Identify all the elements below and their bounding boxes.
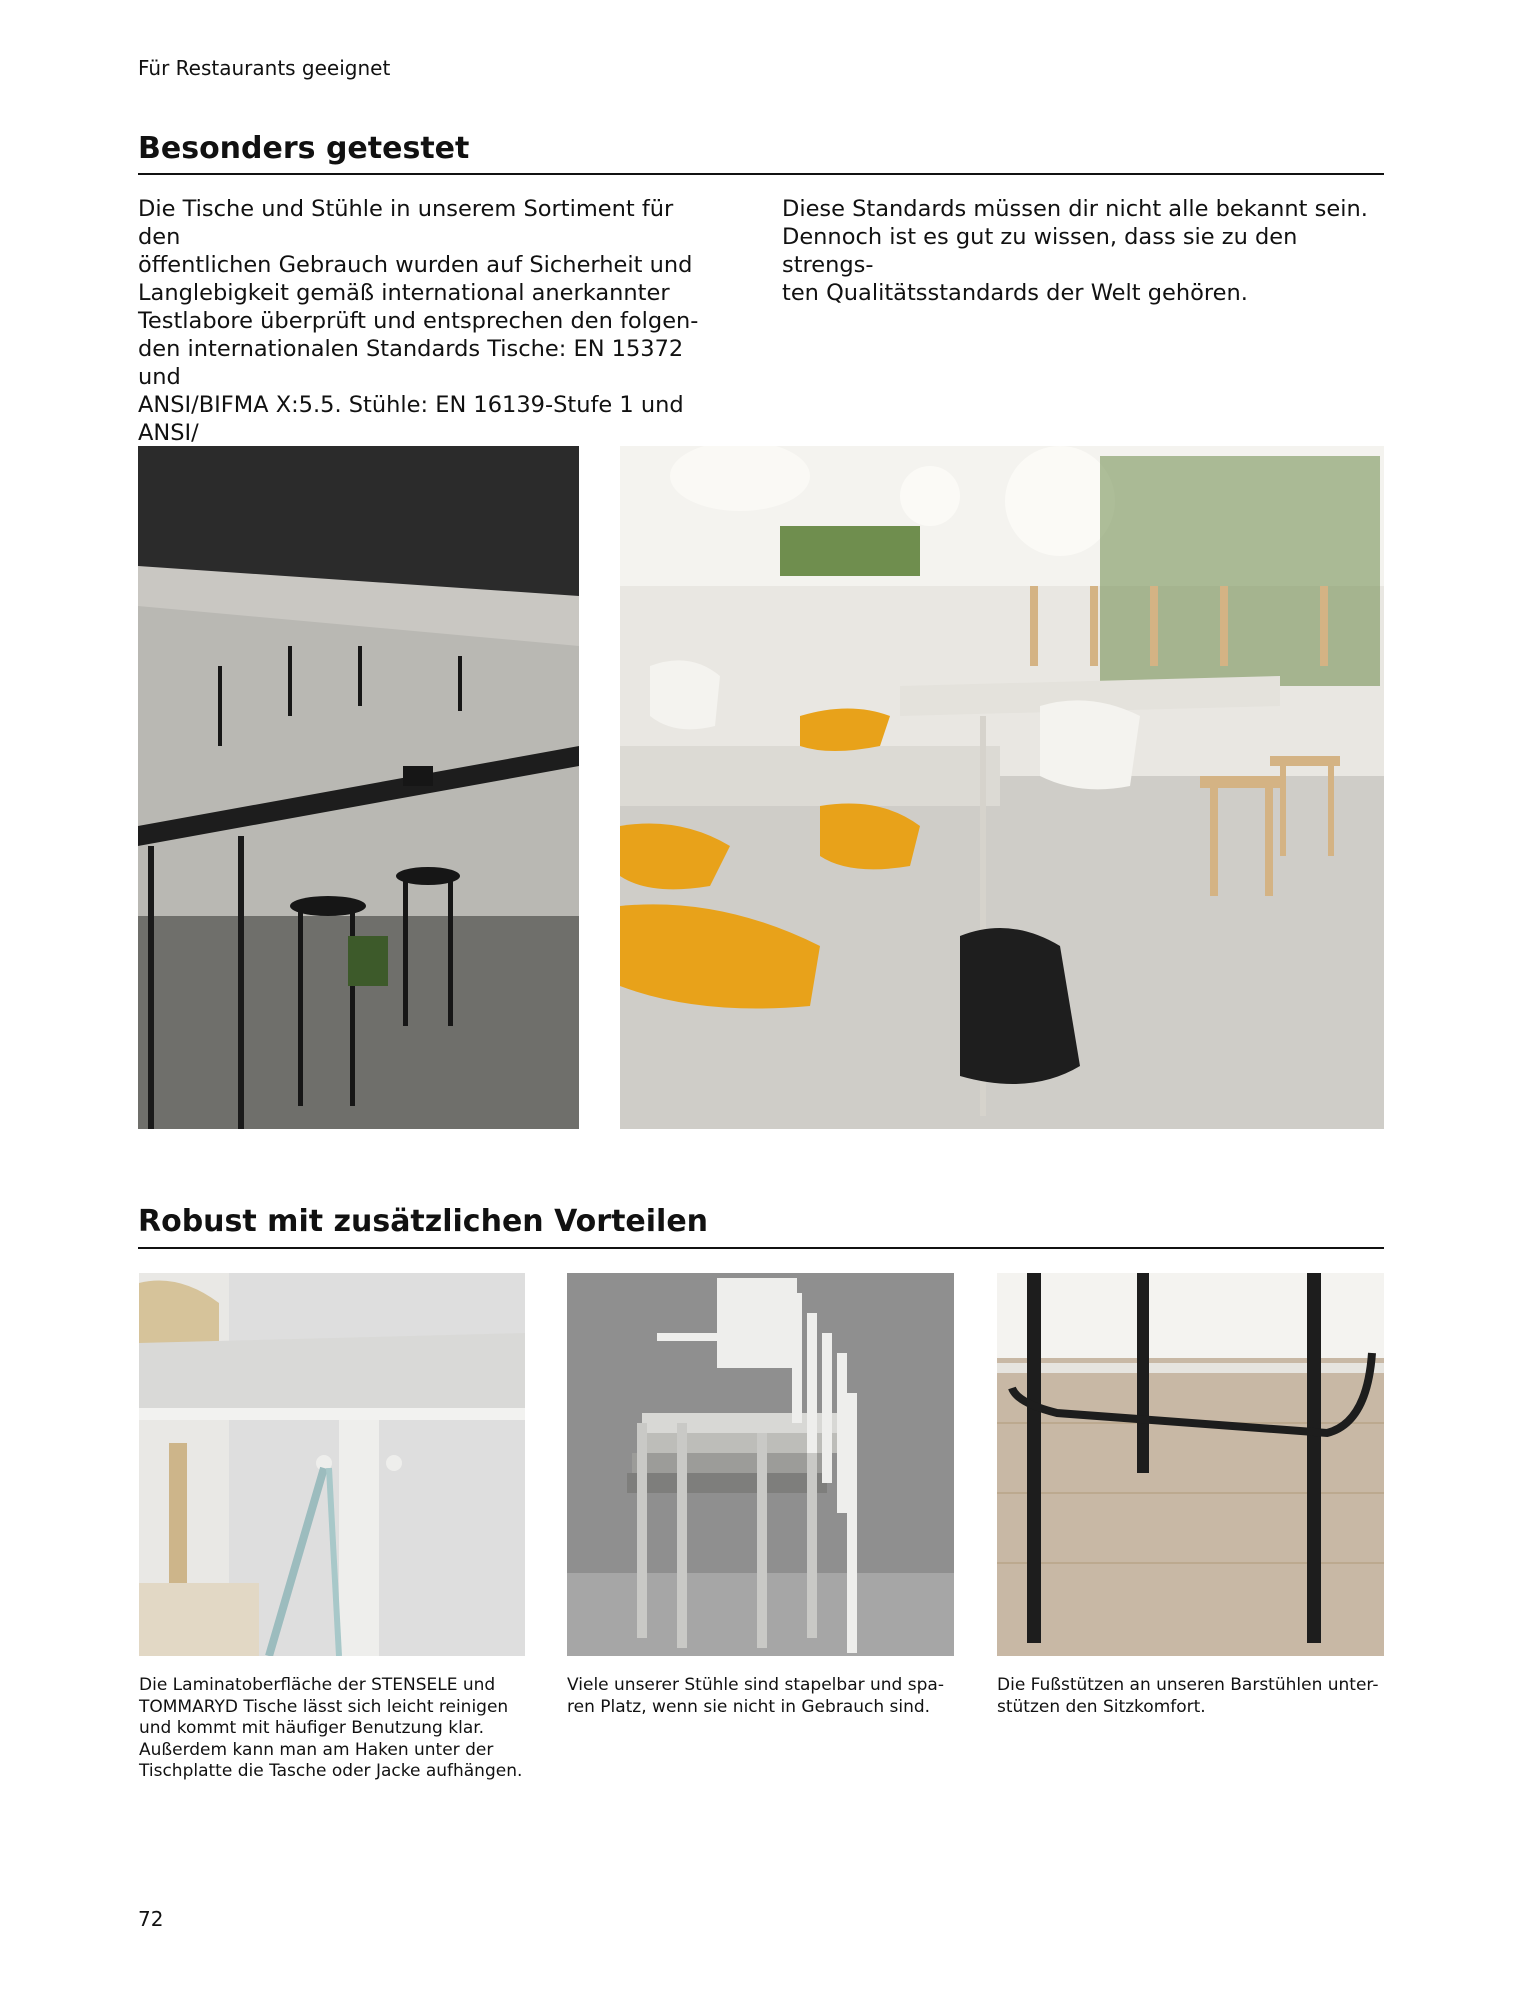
photo-bar-stool-footrest: [997, 1273, 1384, 1656]
section-rule: [138, 173, 1384, 175]
photo-table-hook: [139, 1273, 525, 1656]
body-paragraph-2: Diese Standards müssen dir nicht alle bekannt sein. Dennoch ist es gut zu wissen, dass sie zu den strengs- ten Qualitätsstandards der Welt gehören.: [782, 196, 1368, 306]
caption-stacked-chairs: Viele unserer Stühle sind stapelbar und spa- ren Platz, wenn sie nicht in Gebrauch sind.: [567, 1675, 944, 1717]
photo-restaurant-interior: [620, 446, 1384, 1129]
page-number: 72: [138, 1907, 164, 1931]
section-title-tested: Besonders getestet: [138, 131, 470, 166]
section-title-robust: Robust mit zusätzlichen Vorteilen: [138, 1204, 709, 1239]
caption-bar-stool: Die Fußstützen an unseren Barstühlen unter- stützen den Sitzkomfort.: [997, 1675, 1379, 1717]
section-rule: [138, 1247, 1384, 1249]
photo-bar-counter: [138, 446, 579, 1129]
photo-stacked-chairs: [567, 1273, 954, 1656]
page-header: Für Restaurants geeignet: [138, 56, 391, 80]
body-paragraph-1: Die Tische und Stühle in unserem Sortiment für den öffentlichen Gebrauch wurden auf Sicherheit und Langlebigkeit gemäß international anerkannter Testlabore überprüft und entsprechen den folgen- den internationalen Standards Tische: EN 15372 und ANSI/BIFMA X:5.5. Stühle: EN 16139-Stufe 1 und ANSI/: [138, 196, 699, 446]
caption-table-hook: Die Laminatoberfläche der STENSELE und TOMMARYD Tische lässt sich leicht reinigen und kommt mit häufiger Benutzung klar. Außerdem kann man am Haken unter der Tischplatte die Tasche oder Jacke aufhängen.: [139, 1675, 523, 1781]
